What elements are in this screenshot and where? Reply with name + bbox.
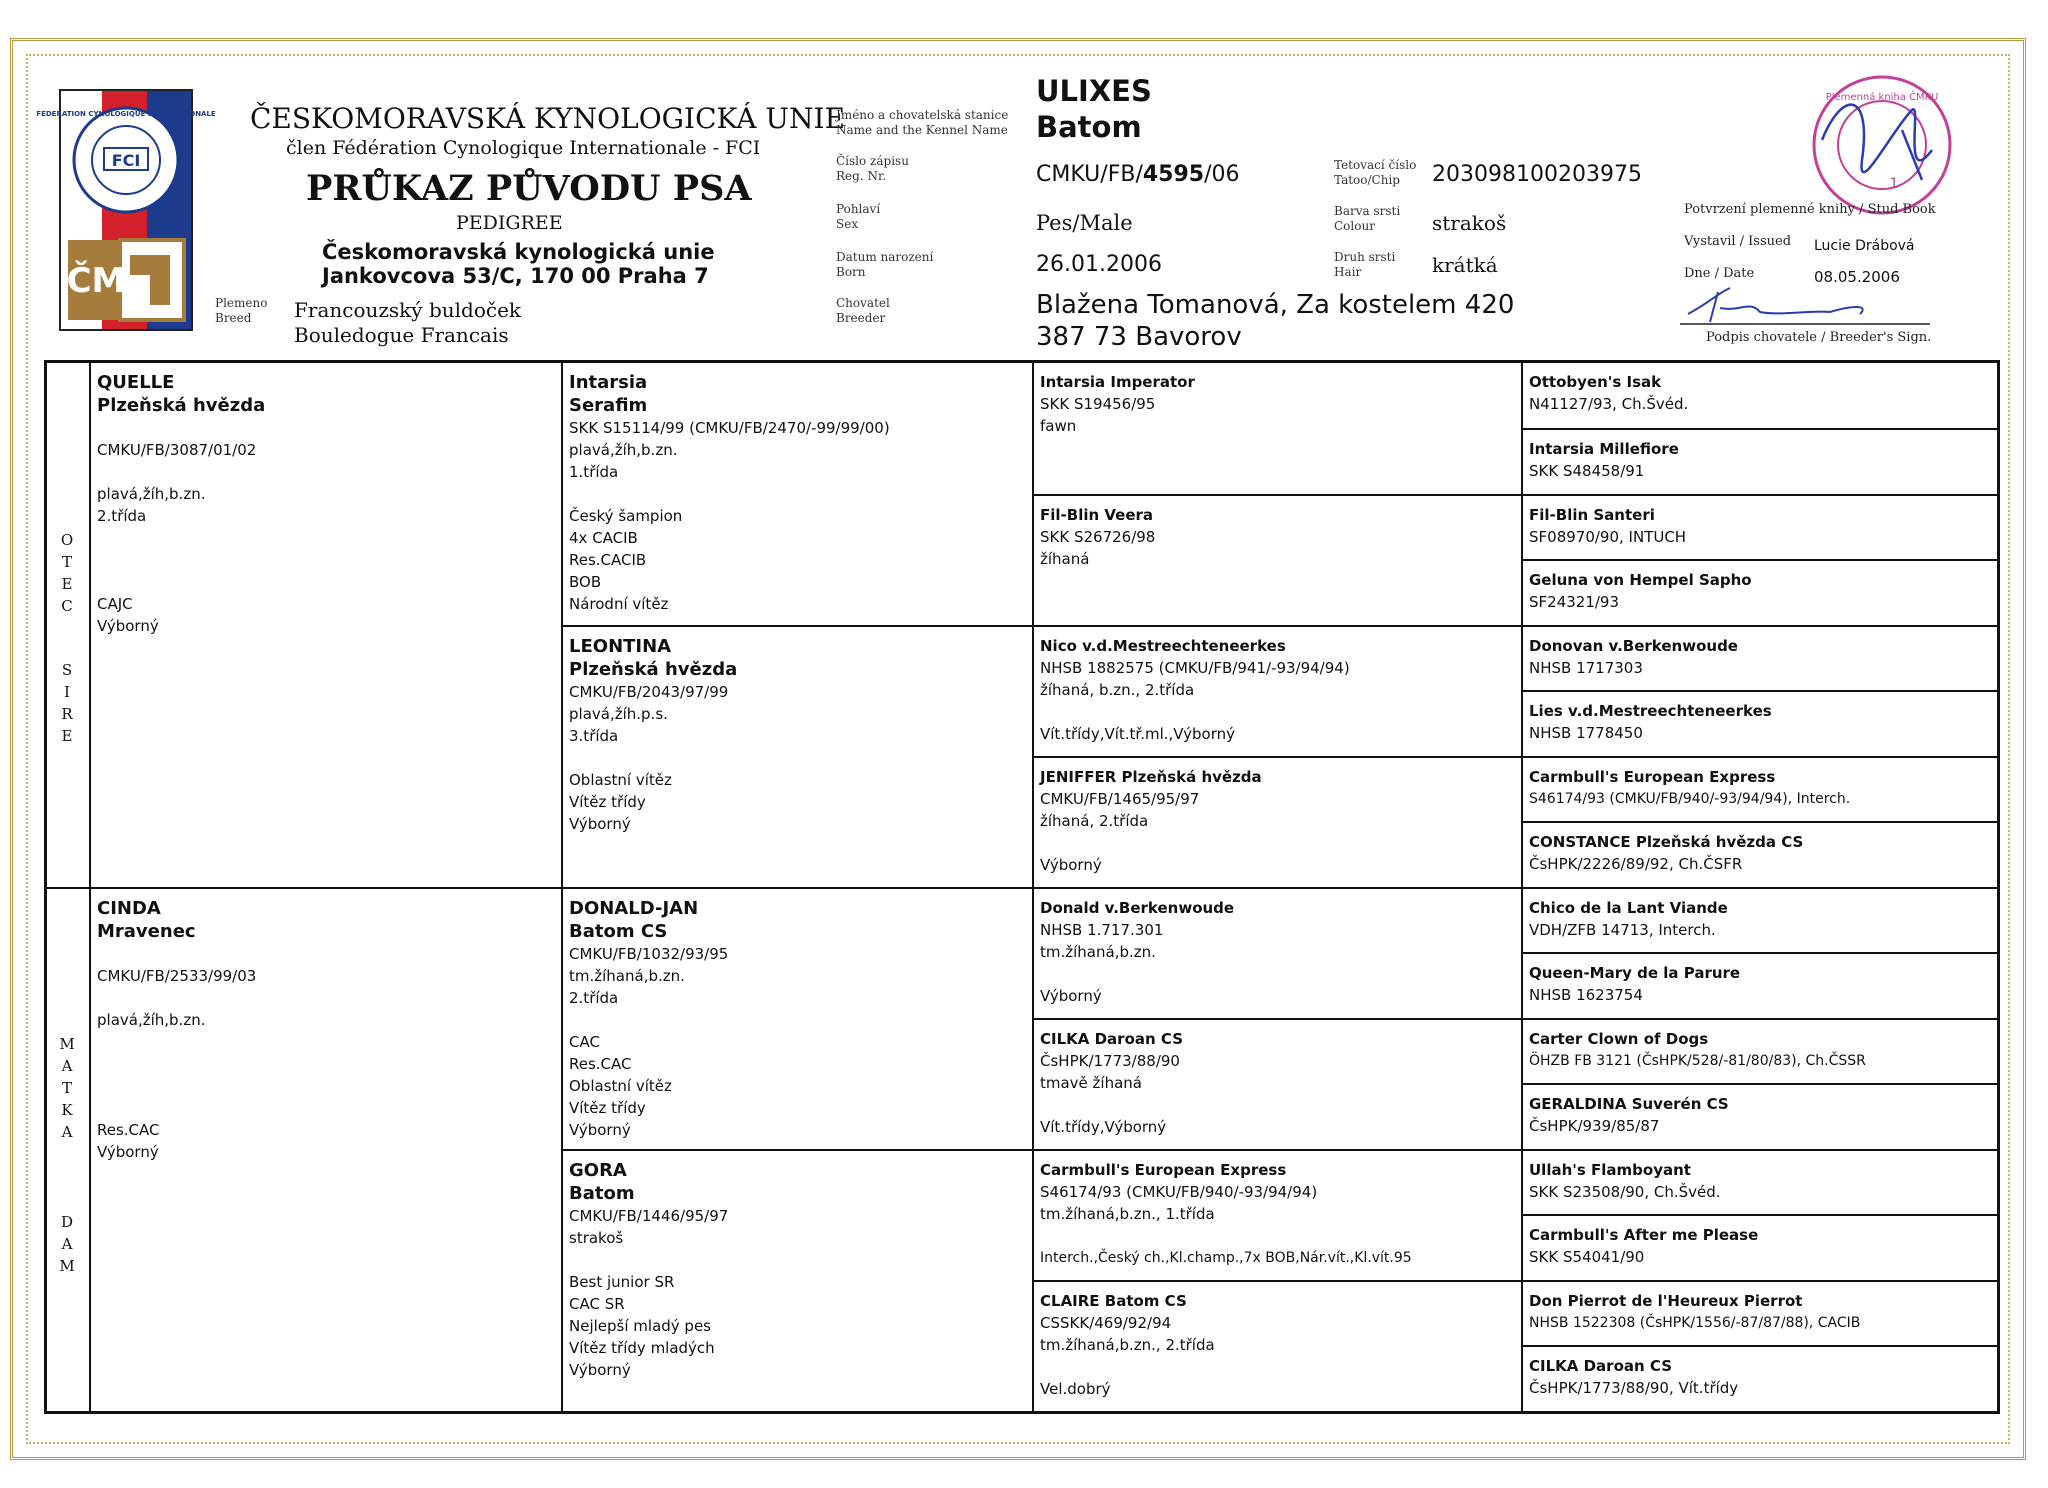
gen2-kennel: Serafim: [569, 395, 648, 416]
side-letter: A: [61, 1123, 73, 1141]
gen2-line: tm.žíhaná,b.zn.: [569, 967, 685, 985]
pedigree-gen3-cell: [1034, 889, 1521, 1018]
tattoo-label-en: Tatoo/Chip: [1334, 173, 1400, 187]
gen2-line: Výborný: [569, 1121, 631, 1139]
pedigree-gen3-cell: [1034, 627, 1521, 756]
gen3-line: Výborný: [1040, 987, 1102, 1005]
gen3-line: tm.žíhaná,b.zn., 1.třída: [1040, 1205, 1215, 1223]
sire-reg: CMKU/FB/3087/01/02: [97, 441, 257, 459]
reg-suffix: /06: [1204, 162, 1240, 187]
logo-ring-text: FEDERATION CYNOLOGIQUE INTERNATIONALE: [36, 110, 216, 118]
gen3-name: CILKA Daroan CS: [1040, 1030, 1183, 1048]
org-address-name: Českomoravská kynologická unie: [322, 240, 715, 264]
hair-label-en: Hair: [1334, 265, 1362, 279]
pedigree-gen4-cell: [1523, 1020, 1997, 1083]
gen3-name: Donald v.Berkenwoude: [1040, 899, 1235, 917]
gen3-line: Vít.třídy,Vít.tř.ml.,Výborný: [1040, 725, 1236, 743]
gen2-kennel: Plzeňská hvězda: [569, 659, 738, 680]
breeder-label: [836, 296, 890, 326]
gen2-name: Intarsia: [569, 372, 648, 393]
gen3-line: [1040, 1094, 1515, 1116]
gen3-name: JENIFFER Plzeňská hvězda: [1040, 768, 1262, 786]
dam-titles: Res.CAC: [97, 1121, 160, 1139]
gen4-name: Carter Clown of Dogs: [1529, 1030, 1709, 1048]
pedigree-table: [44, 360, 2000, 1414]
reg-number: [1036, 162, 1240, 187]
gen3-line: tmavě žíhaná: [1040, 1074, 1142, 1092]
gen4-name: Geluna von Hempel Sapho: [1529, 571, 1752, 589]
gen3-line: tm.žíhaná,b.zn., 2.třída: [1040, 1336, 1215, 1354]
gen4-line: ČsHPK/939/85/87: [1529, 1117, 1660, 1135]
gen4-line: ČsHPK/2226/89/92, Ch.ČSFR: [1529, 855, 1743, 873]
gen4-name: Intarsia Millefiore: [1529, 440, 1679, 458]
pedigree-gen3-cell: [1034, 496, 1521, 625]
gen2-line: Oblastní vítěz: [569, 1077, 672, 1095]
gen4-name: Ottobyen's Isak: [1529, 373, 1662, 391]
gen2-line: Vítěz třídy mladých: [569, 1339, 715, 1357]
gen2-line: plavá,žíh.p.s.: [569, 705, 668, 723]
gen4-name: Fil-Blin Santeri: [1529, 506, 1655, 524]
pedigree-gen3-cell: [1034, 1020, 1521, 1149]
gen4-line: SF24321/93: [1529, 593, 1620, 611]
gen3-name: Carmbull's European Express: [1040, 1161, 1287, 1179]
gen2-line: Res.CACIB: [569, 551, 647, 569]
studbook-stamp: [1802, 70, 1962, 220]
gen3-name: Fil-Blin Veera: [1040, 506, 1154, 524]
gen4-name: GERALDINA Suverén CS: [1529, 1095, 1729, 1113]
gen2-line: Nejlepší mladý pes: [569, 1317, 711, 1335]
pedigree-gen4-cell: [1523, 561, 1997, 625]
pedigree-dam-cell: [91, 889, 561, 1411]
hair-value: krátká: [1432, 253, 1498, 277]
side-letter: T: [61, 553, 72, 571]
gen3-line: žíhaná, b.zn., 2.třída: [1040, 681, 1195, 699]
gen4-line: SKK S23508/90, Ch.Švéd.: [1529, 1183, 1721, 1201]
gen3-name: Nico v.d.Mestreechteneerkes: [1040, 637, 1286, 655]
sex-label-cz: Pohlaví: [836, 202, 881, 216]
pedigree-gen4-cell: [1523, 1085, 1997, 1149]
gen2-line: SKK S15114/99 (CMKU/FB/2470/-99/99/00): [569, 419, 890, 437]
sire-class: 2.třída: [97, 507, 147, 525]
breeder-label-en: Breeder: [836, 311, 886, 325]
side-letter: E: [61, 575, 73, 593]
pedigree-gen3-cell: [1034, 1151, 1521, 1280]
reg-label-en: Reg. Nr.: [836, 169, 887, 183]
gen4-name: CONSTANCE Plzeňská hvězda CS: [1529, 833, 1804, 851]
gen3-line: [1040, 1225, 1515, 1247]
gen2-line: Oblastní vítěz: [569, 771, 672, 789]
gen3-line: NHSB 1.717.301: [1040, 921, 1164, 939]
gen3-line: [1040, 1356, 1515, 1378]
gen2-line: 4x CACIB: [569, 529, 638, 547]
name-label-en: Name and the Kennel Name: [836, 123, 1008, 137]
sire-titles: CAJC: [97, 595, 133, 613]
gen3-line: S46174/93 (CMKU/FB/940/-93/94/94): [1040, 1183, 1318, 1201]
gen4-name: Chico de la Lant Viande: [1529, 899, 1728, 917]
breeder-label-cz: Chovatel: [836, 296, 890, 310]
colour-label-cz: Barva srsti: [1334, 204, 1401, 218]
issue-date: 08.05.2006: [1814, 268, 1900, 286]
side-label-sire-cz: [55, 529, 79, 617]
gen2-name: DONALD-JAN: [569, 898, 699, 919]
gen3-name: CLAIRE Batom CS: [1040, 1292, 1187, 1310]
pedigree-gen2-cell: [563, 1151, 1032, 1411]
tattoo-label: [1334, 158, 1416, 188]
gen2-name: GORA: [569, 1160, 627, 1181]
gen2-kennel: Batom CS: [569, 921, 668, 942]
side-letter: A: [61, 1235, 73, 1253]
gen3-line: SKK S19456/95: [1040, 395, 1156, 413]
colour-label-en: Colour: [1334, 219, 1375, 233]
gen2-line: CMKU/FB/2043/97/99: [569, 683, 729, 701]
gen3-line: žíhaná: [1040, 550, 1090, 568]
dog-name: ULIXES: [1036, 74, 1152, 108]
studbook-confirm-label: Potvrzení plemenné knihy / Stud Book: [1684, 202, 1936, 217]
reg-bold: 4595: [1142, 162, 1205, 187]
gen4-line: S46174/93 (CMKU/FB/940/-93/94/94), Interch.: [1529, 791, 1851, 807]
breeder-line-1: Blažena Tomanová, Za kostelem 420: [1036, 290, 1515, 320]
gen2-line: [569, 483, 1026, 505]
side-letter: S: [61, 661, 73, 679]
reg-label: [836, 154, 909, 184]
pedigree-gen3-cell: [1034, 363, 1521, 494]
gen3-line: fawn: [1040, 417, 1077, 435]
org-address-street: Jankovcova 53/C, 170 00 Praha 7: [322, 264, 709, 288]
colour-value: strakoš: [1432, 211, 1507, 235]
gen3-line: NHSB 1882575 (CMKU/FB/941/-93/94/94): [1040, 659, 1350, 677]
breed-label-cz: Plemeno: [215, 296, 268, 310]
gen2-name: LEONTINA: [569, 636, 672, 657]
side-letter: M: [59, 1257, 75, 1275]
pedigree-gen4-cell: [1523, 627, 1997, 690]
pedigree-gen4-cell: [1523, 1282, 1997, 1345]
reg-label-cz: Číslo zápisu: [836, 154, 909, 168]
dam-kennel: Mravenec: [97, 921, 196, 942]
pedigree-gen3-cell: [1034, 1282, 1521, 1411]
breed-en: Bouledogue Francais: [294, 323, 509, 347]
cmku-fci-logo: [36, 90, 216, 330]
gen2-line: plavá,žíh,b.zn.: [569, 441, 678, 459]
side-letter: D: [60, 1213, 74, 1231]
gen2-line: CAC SR: [569, 1295, 625, 1313]
sex-label-en: Sex: [836, 217, 859, 231]
dog-kennel: Batom: [1036, 110, 1142, 144]
side-label-dam-en: [55, 1211, 79, 1277]
org-name: ČESKOMORAVSKÁ KYNOLOGICKÁ UNIE: [250, 102, 846, 135]
gen2-line: 2.třída: [569, 989, 619, 1007]
breeder-line-2: 387 73 Bavorov: [1036, 322, 1242, 352]
gen4-line: N41127/93, Ch.Švéd.: [1529, 395, 1689, 413]
breeder-sign-label: Podpis chovatele / Breeder's Sign.: [1706, 330, 1932, 345]
gen2-line: Český šampion: [569, 507, 683, 525]
gen4-name: Donovan v.Berkenwoude: [1529, 637, 1738, 655]
side-letter: T: [61, 1079, 72, 1097]
gen4-line: VDH/ZFB 14713, Interch.: [1529, 921, 1716, 939]
side-letter: E: [61, 727, 73, 745]
document-title: PRŮKAZ PŮVODU PSA: [306, 168, 752, 209]
gen2-line: [569, 747, 1026, 769]
reg-prefix: CMKU/FB/: [1036, 162, 1143, 187]
pedigree-gen2-cell: [563, 889, 1032, 1149]
gen2-kennel: Batom: [569, 1183, 635, 1204]
stamp-number: 1: [1889, 176, 1899, 192]
pedigree-gen3-cell: [1034, 758, 1521, 887]
gen2-line: Národní vítěz: [569, 595, 669, 613]
gen3-line: žíhaná, 2.třída: [1040, 812, 1149, 830]
gen2-line: [569, 1249, 1026, 1271]
gen2-line: BOB: [569, 573, 602, 591]
gen2-line: 3.třída: [569, 727, 619, 745]
gen4-line: NHSB 1623754: [1529, 986, 1643, 1004]
side-letter: R: [61, 705, 73, 723]
born-label-en: Born: [836, 265, 866, 279]
gen4-line: NHSB 1522308 (ČsHPK/1556/-87/87/88), CACIB: [1529, 1315, 1861, 1331]
sire-name: QUELLE: [97, 372, 175, 393]
gen2-line: CAC: [569, 1033, 600, 1051]
gen3-line: tm.žíhaná,b.zn.: [1040, 943, 1156, 961]
pedigree-gen2-cell: [563, 627, 1032, 887]
pedigree-gen4-cell: [1523, 496, 1997, 559]
gen4-line: SKK S48458/91: [1529, 462, 1645, 480]
gen4-name: Don Pierrot de l'Heureux Pierrot: [1529, 1292, 1803, 1310]
sire-grade: Výborný: [97, 617, 159, 635]
fci-member-line: člen Fédération Cynologique Internationale - FCI: [286, 137, 761, 159]
side-letter: I: [64, 683, 70, 701]
gen2-line: Res.CAC: [569, 1055, 632, 1073]
pedigree-gen4-cell: [1523, 889, 1997, 952]
side-letter: O: [60, 531, 74, 549]
dam-grade: Výborný: [97, 1143, 159, 1161]
sex-value: Pes/Male: [1036, 211, 1133, 235]
dam-name: CINDA: [97, 898, 161, 919]
gen4-name: Ullah's Flamboyant: [1529, 1161, 1691, 1179]
gen3-name: Intarsia Imperator: [1040, 373, 1195, 391]
gen2-line: Výborný: [569, 815, 631, 833]
colour-label: [1334, 204, 1400, 234]
born-value: 26.01.2006: [1036, 252, 1162, 277]
gen3-line: [1040, 701, 1515, 723]
hair-label-cz: Druh srsti: [1334, 250, 1396, 264]
pedigree-gen4-cell: [1523, 363, 1997, 428]
gen3-line: Výborný: [1040, 856, 1102, 874]
date-label: Dne / Date: [1684, 266, 1755, 281]
pedigree-gen4-cell: [1523, 954, 1997, 1018]
gen3-line: Vel.dobrý: [1040, 1380, 1111, 1398]
dam-reg: CMKU/FB/2533/99/03: [97, 967, 257, 985]
hair-label: [1334, 250, 1395, 280]
issued-label: Vystavil / Issued: [1684, 234, 1792, 249]
pedigree-gen4-cell: [1523, 1347, 1997, 1411]
gen3-line: Interch.,Český ch.,Kl.champ.,7x BOB,Nár.vít.,Kl.vít.95: [1040, 1250, 1412, 1266]
sire-colour: plavá,žíh,b.zn.: [97, 485, 206, 503]
dam-colour: plavá,žíh,b.zn.: [97, 1011, 206, 1029]
gen2-line: Výborný: [569, 1361, 631, 1379]
pedigree-gen4-cell: [1523, 1216, 1997, 1280]
pedigree-gen2-cell: [563, 363, 1032, 625]
gen4-line: NHSB 1717303: [1529, 659, 1643, 677]
logo-cmku-text: ČM: [66, 261, 126, 301]
side-letter: A: [61, 1057, 73, 1075]
breed-cz: Francouzský buldoček: [294, 298, 522, 322]
pedigree-gen4-cell: [1523, 823, 1997, 887]
gen4-line: ÖHZB FB 3121 (ČsHPK/528/-81/80/83), Ch.ČSSR: [1529, 1053, 1866, 1069]
gen3-line: SKK S26726/98: [1040, 528, 1156, 546]
gen4-name: CILKA Daroan CS: [1529, 1357, 1672, 1375]
tattoo-label-cz: Tetovací číslo: [1334, 158, 1417, 172]
issued-by: Lucie Drábová: [1814, 238, 1915, 254]
pedigree-gen4-cell: [1523, 430, 1997, 494]
born-label: [836, 250, 933, 280]
gen2-line: Vítěz třídy: [569, 1099, 646, 1117]
gen2-line: CMKU/FB/1446/95/97: [569, 1207, 729, 1225]
born-label-cz: Datum narození: [836, 250, 934, 264]
side-label-sire-en: [55, 659, 79, 747]
gen4-line: SKK S54041/90: [1529, 1248, 1645, 1266]
breeder-signature: [1680, 282, 1930, 326]
breed-label: [215, 296, 267, 326]
stamp-text: Plemenná kniha ČMKU: [1825, 92, 1939, 103]
gen4-name: Queen-Mary de la Parure: [1529, 964, 1741, 982]
gen2-line: CMKU/FB/1032/93/95: [569, 945, 729, 963]
gen3-line: Vít.třídy,Výborný: [1040, 1118, 1167, 1136]
gen3-line: CSSKK/469/92/94: [1040, 1314, 1172, 1332]
sire-kennel: Plzeňská hvězda: [97, 395, 266, 416]
pedigree-gen4-cell: [1523, 758, 1997, 821]
gen2-line: Best junior SR: [569, 1273, 675, 1291]
gen4-name: Carmbull's After me Please: [1529, 1226, 1759, 1244]
gen3-line: ČsHPK/1773/88/90: [1040, 1052, 1180, 1070]
logo-fci-text: FCI: [111, 151, 141, 170]
document-subtitle: PEDIGREE: [456, 212, 563, 234]
gen4-name: Lies v.d.Mestreechteneerkes: [1529, 702, 1772, 720]
sex-label: [836, 202, 880, 232]
side-label-dam-cz: [55, 1033, 79, 1143]
name-label-cz: Jméno a chovatelská stanice: [836, 108, 1009, 122]
gen4-line: SF08970/90, INTUCH: [1529, 528, 1687, 546]
gen3-line: [1040, 963, 1515, 985]
gen4-line: ČsHPK/1773/88/90, Vít.třídy: [1529, 1379, 1739, 1397]
pedigree-sire-cell: [91, 363, 561, 887]
gen2-line: Vítěz třídy: [569, 793, 646, 811]
gen3-line: CMKU/FB/1465/95/97: [1040, 790, 1200, 808]
side-letter: M: [59, 1035, 75, 1053]
pedigree-gen4-cell: [1523, 692, 1997, 756]
gen4-name: Carmbull's European Express: [1529, 768, 1776, 786]
side-letter: C: [61, 597, 73, 615]
pedigree-gen4-cell: [1523, 1151, 1997, 1214]
side-letter: K: [61, 1101, 73, 1119]
name-label: [836, 108, 1008, 138]
tattoo-number: 203098100203975: [1432, 162, 1642, 187]
breed-label-en: Breed: [215, 311, 252, 325]
gen4-line: NHSB 1778450: [1529, 724, 1643, 742]
gen3-line: [1040, 832, 1515, 854]
gen2-line: strakoš: [569, 1229, 624, 1247]
gen2-line: [569, 1009, 1026, 1031]
gen2-line: 1.třída: [569, 463, 619, 481]
